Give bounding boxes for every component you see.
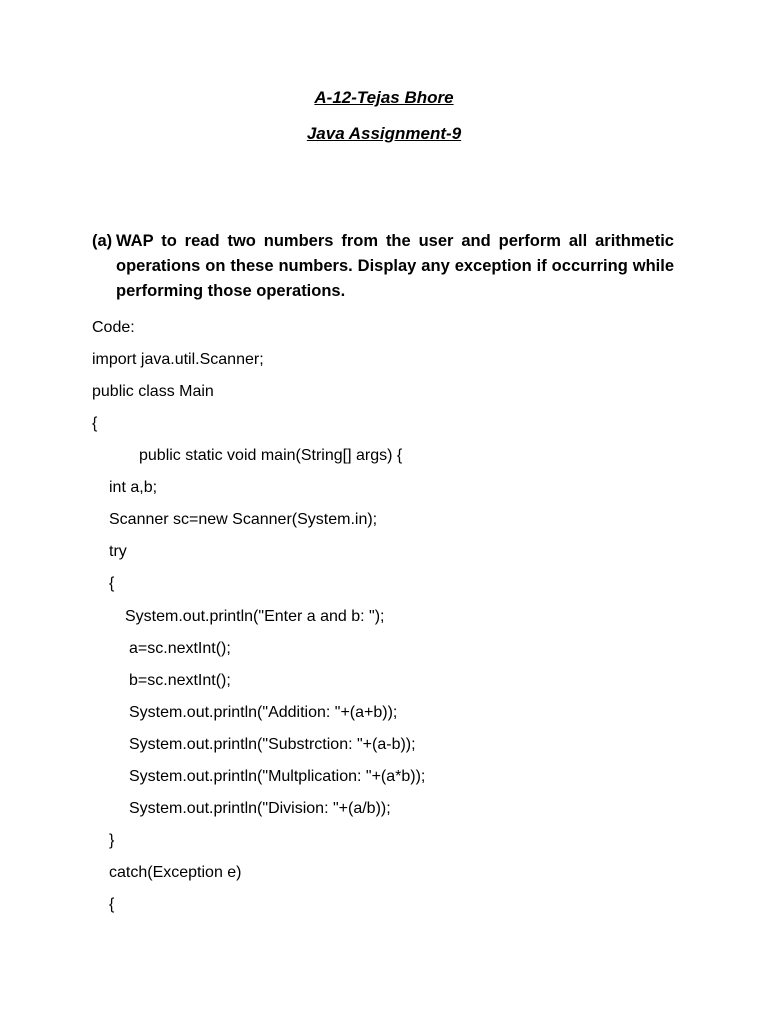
code-line: System.out.println("Addition: "+(a+b));	[129, 704, 398, 721]
code-line: a=sc.nextInt();	[129, 640, 231, 657]
code-line: {	[109, 896, 115, 913]
question-text: WAP to read two numbers from the user and perform all arithmetic operations on these numbers. Display any exception if occurring while performing those operations.	[116, 232, 674, 300]
code-line: System.out.println("Substrction: "+(a-b));	[129, 736, 416, 753]
code-line: System.out.println("Multplication: "+(a*b));	[129, 768, 426, 785]
code-line: public static void main(String[] args) {	[139, 447, 403, 464]
question-label: (a)	[92, 232, 113, 250]
code-line: {	[109, 575, 115, 592]
code-line: int a,b;	[109, 479, 158, 496]
assignment-title: Java Assignment-9	[306, 124, 462, 143]
code-line: b=sc.nextInt();	[129, 672, 231, 689]
question-block	[92, 229, 674, 304]
code-line: {	[92, 415, 98, 432]
code-heading: Code:	[92, 319, 135, 336]
code-line: Scanner sc=new Scanner(System.in);	[109, 511, 378, 528]
code-line: public class Main	[92, 383, 214, 400]
code-line: try	[109, 543, 127, 560]
code-line: System.out.println("Division: "+(a/b));	[129, 800, 391, 817]
author-heading: A-12-Tejas Bhore	[314, 88, 454, 107]
code-line: catch(Exception e)	[109, 864, 242, 881]
code-line: }	[109, 832, 115, 849]
code-line: import java.util.Scanner;	[92, 351, 264, 368]
code-line: System.out.println("Enter a and b: ");	[125, 608, 385, 625]
